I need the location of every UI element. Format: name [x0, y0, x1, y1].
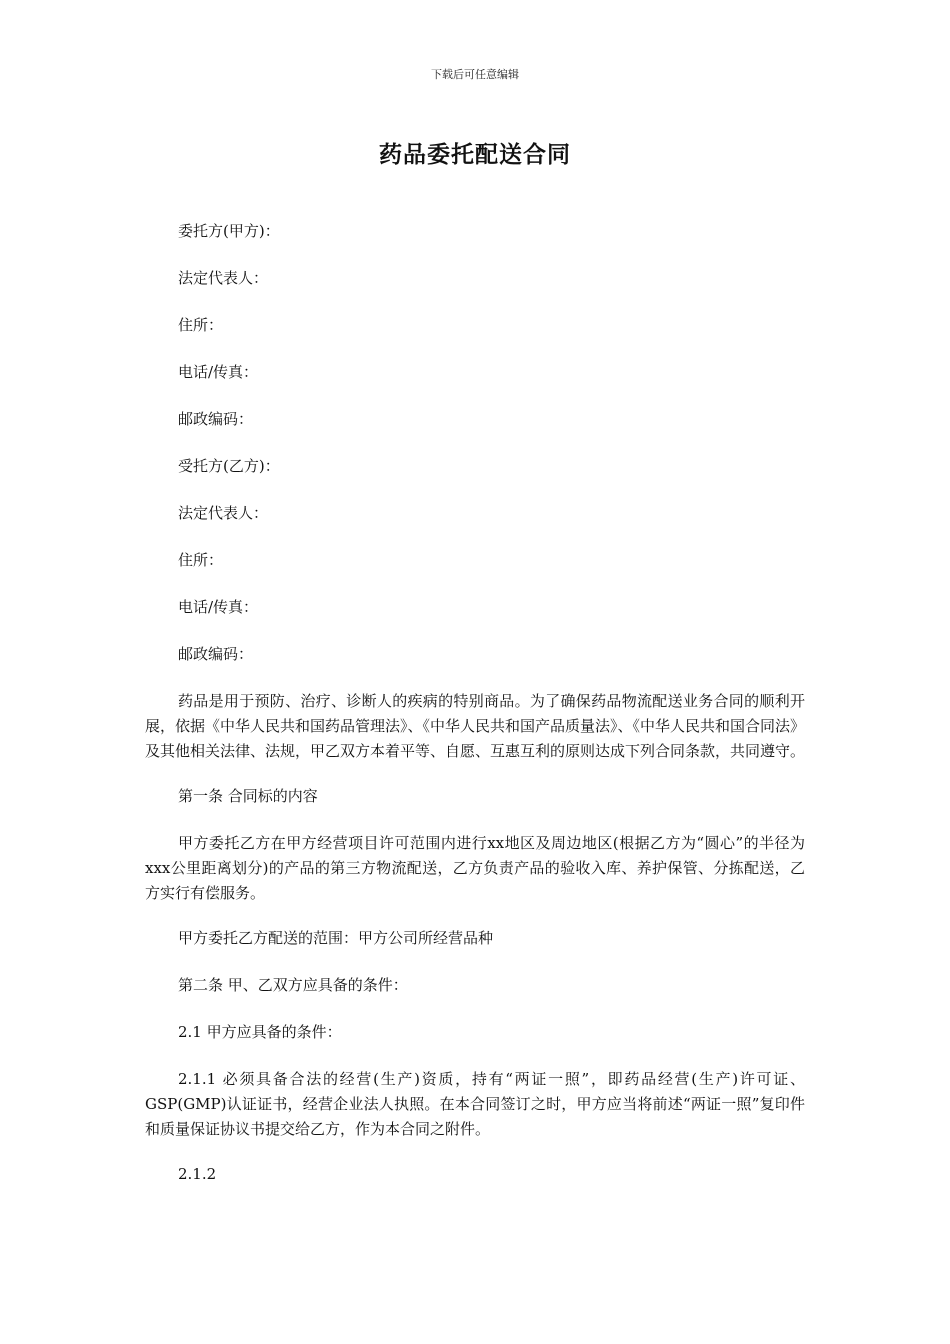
- section-2-1-1: 2.1.1 必须具备合法的经营(生产)资质，持有“两证一照”，即药品经营(生产)许可证、GSP(GMP)认证证书，经营企业法人执照。在本合同签订之时，甲方应当将前述“两证一照”复印件和质量保证协议书提交给乙方，作为本合同之附件。: [145, 1070, 805, 1138]
- party-b-legal-rep: 法定代表人：: [178, 504, 269, 522]
- party-b-label: 受托方(乙方)：: [178, 457, 280, 475]
- party-b-postal-code: 邮政编码：: [178, 645, 254, 663]
- article-1-content: 甲方委托乙方在甲方经营项目许可范围内进行xx地区及周边地区(根据乙方为“圆心”的半径为xxx公里距离划分)的产品的第三方物流配送，乙方负责产品的验收入库、养护保管、分拣配送，乙方实行有偿服务。: [145, 834, 805, 902]
- party-b-phone-fax: 电话/传真：: [178, 598, 259, 616]
- section-2-1-2: 2.1.2: [178, 1165, 217, 1183]
- party-a-label: 委托方(甲方)：: [178, 222, 280, 240]
- article-1-heading: 第一条 合同标的内容: [178, 787, 318, 805]
- header-note: 下载后可任意编辑: [431, 68, 519, 81]
- party-a-address: 住所：: [178, 316, 224, 334]
- party-a-postal-code: 邮政编码：: [178, 410, 254, 428]
- document-body: [145, 219, 805, 1209]
- article-1-scope: 甲方委托乙方配送的范围：甲方公司所经营品种: [178, 929, 494, 947]
- party-b-address: 住所：: [178, 551, 224, 569]
- party-a-legal-rep: 法定代表人：: [178, 269, 269, 287]
- section-2-1: 2.1 甲方应具备的条件：: [178, 1023, 342, 1041]
- document-title: 药品委托配送合同: [379, 141, 571, 168]
- article-2-heading: 第二条 甲、乙双方应具备的条件：: [178, 976, 408, 994]
- preamble-paragraph: 药品是用于预防、治疗、诊断人的疾病的特别商品。为了确保药品物流配送业务合同的顺利开展，依据《中华人民共和国药品管理法》、《中华人民共和国产品质量法》、《中华人民共和国合同法》及其他相关法律、法规，甲乙双方本着平等、自愿、互惠互利的原则达成下列合同条款，共同遵守。: [145, 692, 806, 760]
- party-a-phone-fax: 电话/传真：: [178, 363, 259, 381]
